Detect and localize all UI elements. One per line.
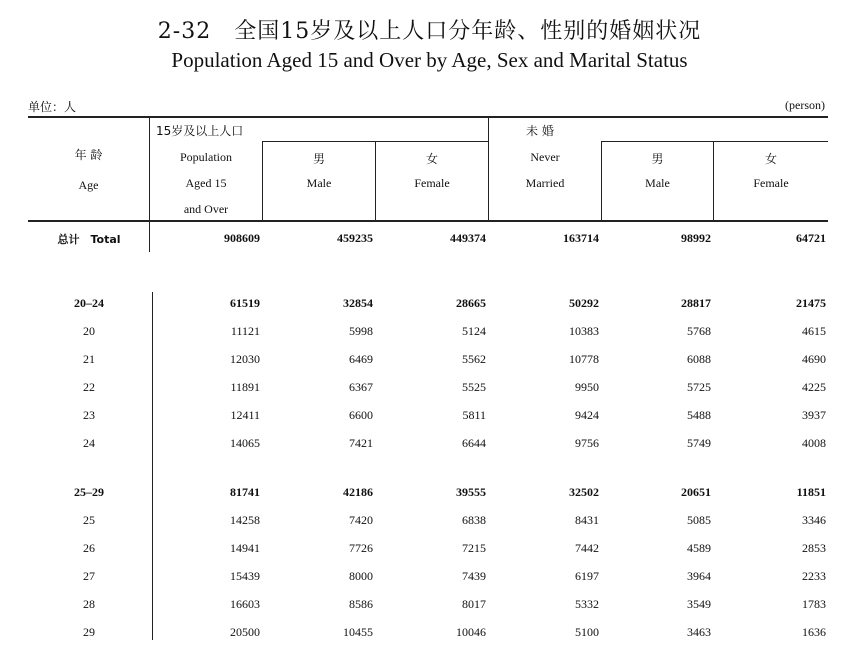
- table-cell: 3463: [687, 625, 711, 639]
- table-cell: 5124: [462, 324, 486, 338]
- table-cell: 10778: [569, 352, 599, 366]
- header-population-line2: Aged 15: [185, 176, 227, 190]
- table-cell: 20500: [230, 625, 260, 639]
- row-age-label: 20–24: [74, 296, 104, 310]
- table-cell: 21475: [796, 296, 826, 310]
- table-cell: 42186: [343, 485, 373, 499]
- table-cell: 98992: [681, 231, 711, 245]
- table-cell: 50292: [569, 296, 599, 310]
- header-male2-en: Male: [645, 176, 670, 190]
- table-cell: 3964: [687, 569, 711, 583]
- table-cell: 9756: [575, 436, 599, 450]
- header-female2-en: Female: [753, 176, 789, 190]
- table-cell: 11891: [230, 380, 260, 394]
- table-cell: 11851: [796, 485, 826, 499]
- table-cell: 5085: [687, 513, 711, 527]
- table-cell: 5749: [687, 436, 711, 450]
- table-cell: 459235: [337, 231, 373, 245]
- table-cell: 10046: [456, 625, 486, 639]
- table-cell: 15439: [230, 569, 260, 583]
- table-cell: 5998: [349, 324, 373, 338]
- table-cell: 28817: [681, 296, 711, 310]
- table-cell: 4690: [802, 352, 826, 366]
- header-population-group-cn: 15岁及以上人口: [156, 124, 244, 138]
- table-cell: 3549: [687, 597, 711, 611]
- header-male2-cn: 男: [651, 152, 664, 166]
- header-never-line2: Married: [525, 176, 565, 190]
- table-cell: 81741: [230, 485, 260, 499]
- table-cell: 39555: [456, 485, 486, 499]
- table-cell: 11121: [230, 324, 260, 338]
- table-title-english: Population Aged 15 and Over by Age, Sex and Marital Status: [171, 48, 688, 72]
- table-title-chinese: 2-32 全国15岁及以上人口分年龄、性别的婚姻状况: [157, 19, 702, 44]
- table-cell: 6088: [687, 352, 711, 366]
- header-never-line1: Never: [530, 150, 560, 164]
- table-cell: 1636: [802, 625, 826, 639]
- table-cell: 61519: [230, 296, 260, 310]
- table-cell: 6469: [349, 352, 373, 366]
- header-population-line1: Population: [179, 150, 232, 164]
- table-cell: 7215: [462, 541, 486, 555]
- table-cell: 6600: [349, 408, 373, 422]
- table-cell: 14065: [230, 436, 260, 450]
- table-cell: 3346: [802, 513, 826, 527]
- header-female-cn: 女: [425, 152, 438, 166]
- table-cell: 9424: [575, 408, 599, 422]
- table-cell: 12030: [230, 352, 260, 366]
- header-female-en: Female: [414, 176, 450, 190]
- header-male-en: Male: [306, 176, 332, 190]
- header-divider-groups: [488, 117, 489, 220]
- table-cell: 8586: [349, 597, 373, 611]
- row-age-label: 22: [83, 380, 95, 394]
- table-cell: 449374: [450, 231, 486, 245]
- header-female2-cn: 女: [764, 152, 777, 166]
- table-cell: 4225: [802, 380, 826, 394]
- header-never-married-group-cn: 未 婚: [526, 124, 554, 138]
- table-cell: 908609: [224, 231, 260, 245]
- table-top-rule: [28, 116, 828, 118]
- row-age-label: 29: [83, 625, 95, 639]
- table-cell: 28665: [456, 296, 486, 310]
- row-age-label: 21: [83, 352, 95, 366]
- table-cell: 10383: [569, 324, 599, 338]
- table-cell: 64721: [796, 231, 826, 245]
- unit-label-chinese: 单位：人: [28, 100, 77, 114]
- row-age-label: 24: [83, 436, 95, 450]
- table-cell: 14258: [230, 513, 260, 527]
- table-cell: 4008: [802, 436, 826, 450]
- table-cell: 16603: [230, 597, 260, 611]
- table-cell: 5525: [462, 380, 486, 394]
- table-cell: 7442: [575, 541, 599, 555]
- table-cell: 7421: [349, 436, 373, 450]
- header-age-cn: 年 龄: [74, 148, 103, 162]
- table-cell: 6197: [575, 569, 599, 583]
- row-age-label: 总计 Total: [57, 233, 121, 246]
- table-cell: 10455: [343, 625, 373, 639]
- table-cell: 5100: [575, 625, 599, 639]
- row-age-label: 28: [83, 597, 95, 611]
- row-age-label: 27: [83, 569, 95, 583]
- table-cell: 1783: [802, 597, 826, 611]
- table-cell: 5332: [575, 597, 599, 611]
- table-cell: 6367: [349, 380, 373, 394]
- unit-label-english: (person): [785, 98, 825, 112]
- table-cell: 32502: [569, 485, 599, 499]
- row-age-label: 25–29: [74, 485, 104, 499]
- table-cell: 5562: [462, 352, 486, 366]
- table-cell: 3937: [802, 408, 826, 422]
- table-cell: 5811: [462, 408, 486, 422]
- table-cell: 20651: [681, 485, 711, 499]
- row-age-label: 20: [83, 324, 95, 338]
- table-cell: 4589: [687, 541, 711, 555]
- table-cell: 7726: [349, 541, 373, 555]
- row-age-label: 25: [83, 513, 95, 527]
- table-cell: 2853: [802, 541, 826, 555]
- header-population-line3: and Over: [183, 202, 229, 216]
- body-divider-age: [152, 292, 153, 640]
- header-male-cn: 男: [312, 152, 325, 166]
- table-cell: 8017: [462, 597, 486, 611]
- header-age-en: Age: [78, 178, 99, 192]
- table-cell: 14941: [230, 541, 260, 555]
- table-cell: 32854: [343, 296, 373, 310]
- table-cell: 12411: [230, 408, 260, 422]
- table-cell: 2233: [802, 569, 826, 583]
- header-group-rule-never-married: [601, 141, 828, 142]
- table-cell: 5488: [687, 408, 711, 422]
- row-age-label: 23: [83, 408, 95, 422]
- table-cell: 9950: [575, 380, 599, 394]
- header-bottom-rule: [28, 220, 828, 222]
- table-cell: 163714: [563, 231, 599, 245]
- table-cell: 4615: [802, 324, 826, 338]
- row-age-label: 26: [83, 541, 95, 555]
- table-cell: 5725: [687, 380, 711, 394]
- table-cell: 8431: [575, 513, 599, 527]
- table-cell: 6644: [462, 436, 486, 450]
- table-cell: 5768: [687, 324, 711, 338]
- table-cell: 7420: [349, 513, 373, 527]
- table-cell: 6838: [462, 513, 486, 527]
- table-cell: 8000: [349, 569, 373, 583]
- table-cell: 7439: [462, 569, 486, 583]
